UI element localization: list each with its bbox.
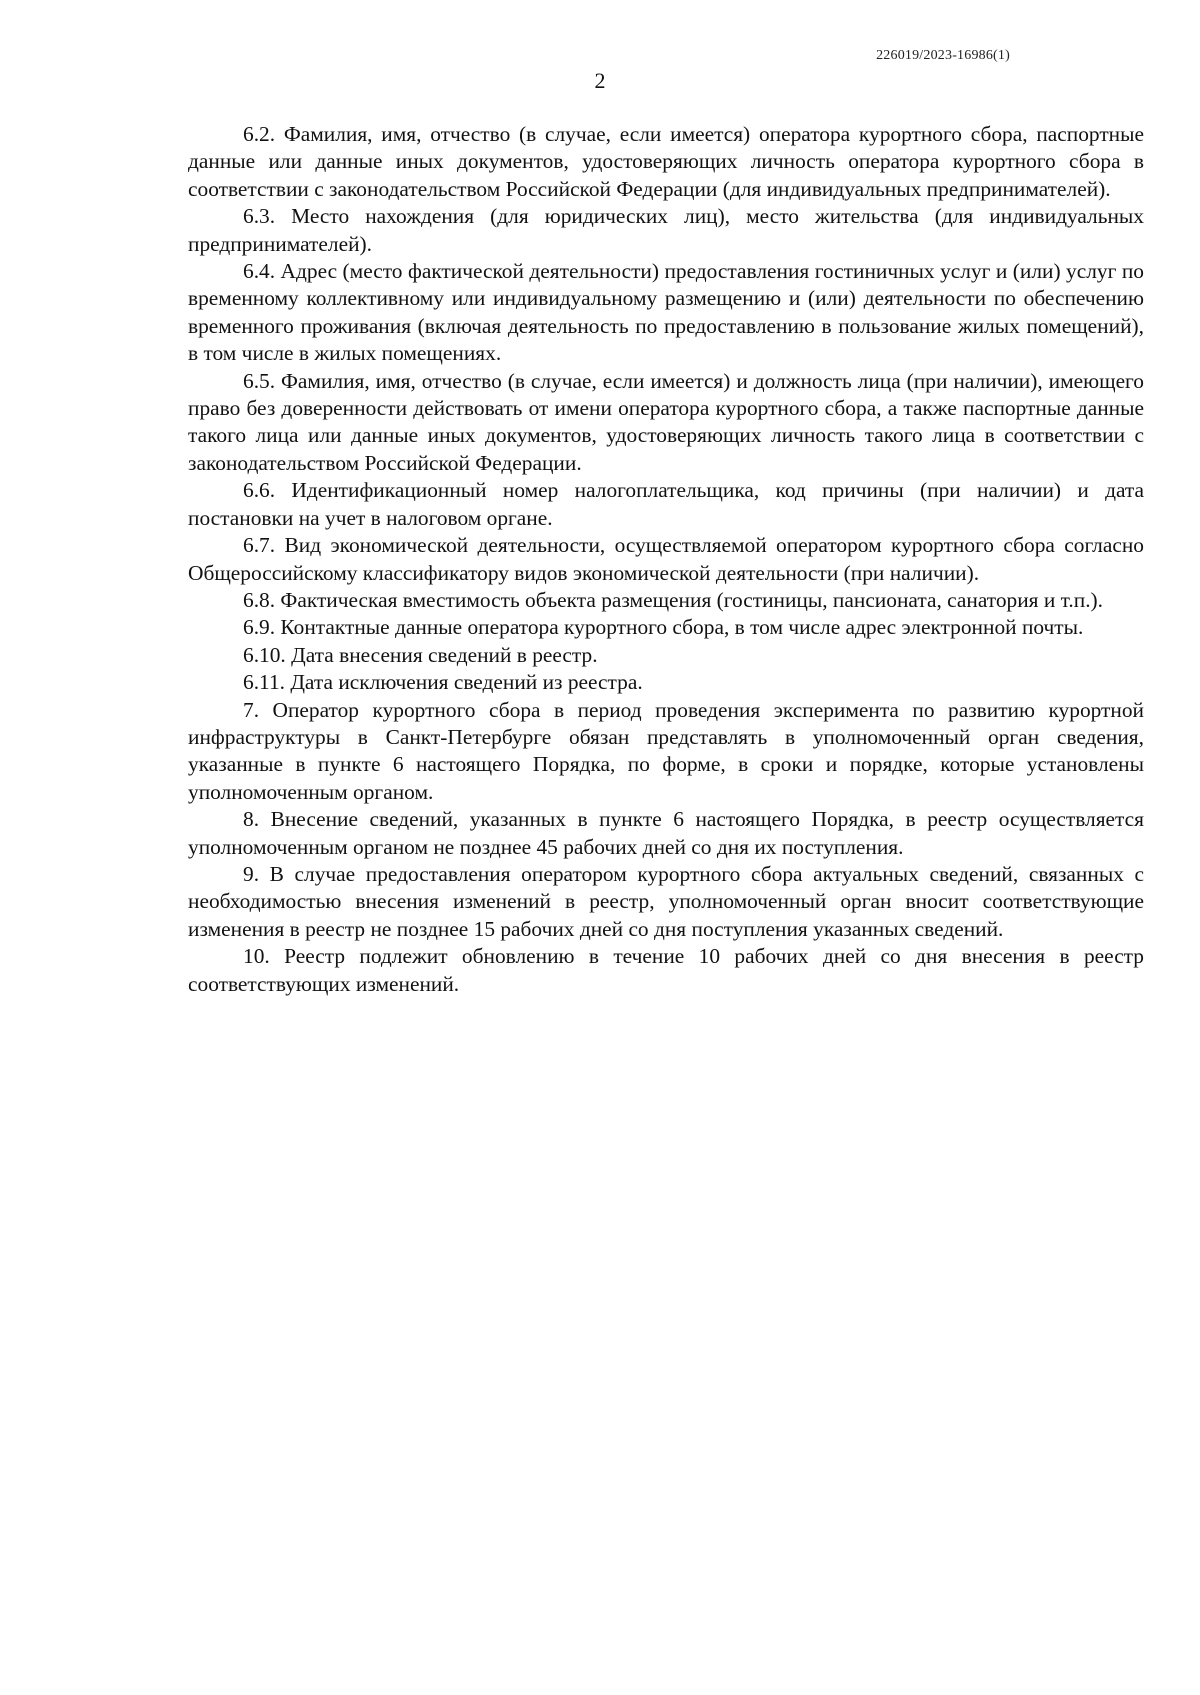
paragraph-6-11: 6.11. Дата исключения сведений из реестра. [243,670,643,695]
paragraph-9: 9. В случае предоставления оператором курортного сбора актуальных сведений, связанных с необходимостью внесения изменений в реестр, уполномоченный орган вносит соответствующие изменения в реестр не позднее 15 рабочих дней со дня поступления указанных сведений. [188,861,1144,941]
paragraph-7: 7. Оператор курортного сбора в период проведения эксперимента по развитию курортной инфраструктуры в Санкт-Петербурге обязан представлять в уполномоченный орган сведения, указанные в пункте 6 настоящего Порядка, по форме, в сроки и порядке, которые установлены уполномоченным органом. [188,697,1144,804]
paragraph-6-6: 6.6. Идентификационный номер налогоплательщика, код причины (при наличии) и дата постановки на учет в налоговом органе. [188,478,1144,530]
paragraph-10: 10. Реестр подлежит обновлению в течение 10 рабочих дней со дня внесения в реестр соответствующих изменений. [188,944,1144,996]
paragraph-6-2: 6.2. Фамилия, имя, отчество (в случае, если имеется) оператора курортного сбора, паспортные данные или данные иных документов, удостоверяющих личность оператора курортного сбора в соответствии с законодательством Российской Федерации (для индивидуальных предпринимателей). [188,122,1144,201]
document-registration-number: 226019/2023-16986(1) [876,48,1010,63]
paragraph-8: 8. Внесение сведений, указанных в пункте 6 настоящего Порядка, в реестр осуществляется уполномоченным органом не позднее 45 рабочих дней со дня их поступления. [188,807,1144,859]
paragraph-6-9: 6.9. Контактные данные оператора курортного сбора, в том числе адрес электронной почты. [243,615,1084,640]
paragraph-6-3: 6.3. Место нахождения (для юридических лиц), место жительства (для индивидуальных предпринимателей). [188,204,1144,256]
paragraph-6-4: 6.4. Адрес (место фактической деятельности) предоставления гостиничных услуг и (или) услуг по временному коллективному или индивидуальному размещению и (или) деятельности по обеспечению временного проживания (включая деятельность по предоставлению в пользование жилых помещений), в том числе в жилых помещениях. [188,259,1144,366]
paragraph-6-10: 6.10. Дата внесения сведений в реестр. [243,642,598,667]
paragraph-6-8: 6.8. Фактическая вместимость объекта размещения (гостиницы, пансионата, санатория и т.п.). [243,587,1104,612]
paragraph-6-7: 6.7. Вид экономической деятельности, осуществляемой оператором курортного сбора согласно Общероссийскому классификатору видов экономической деятельности (при наличии). [188,533,1144,585]
paragraph-6-5: 6.5. Фамилия, имя, отчество (в случае, если имеется) и должность лица (при наличии), имеющего право без доверенности действовать от имени оператора курортного сбора, а также паспортные данные такого лица или данные иных документов, удостоверяющих личность такого лица в соответствии с законодательством Российской Федерации. [188,368,1144,475]
document-body [188,121,1144,998]
page-number: 2 [594,68,606,93]
